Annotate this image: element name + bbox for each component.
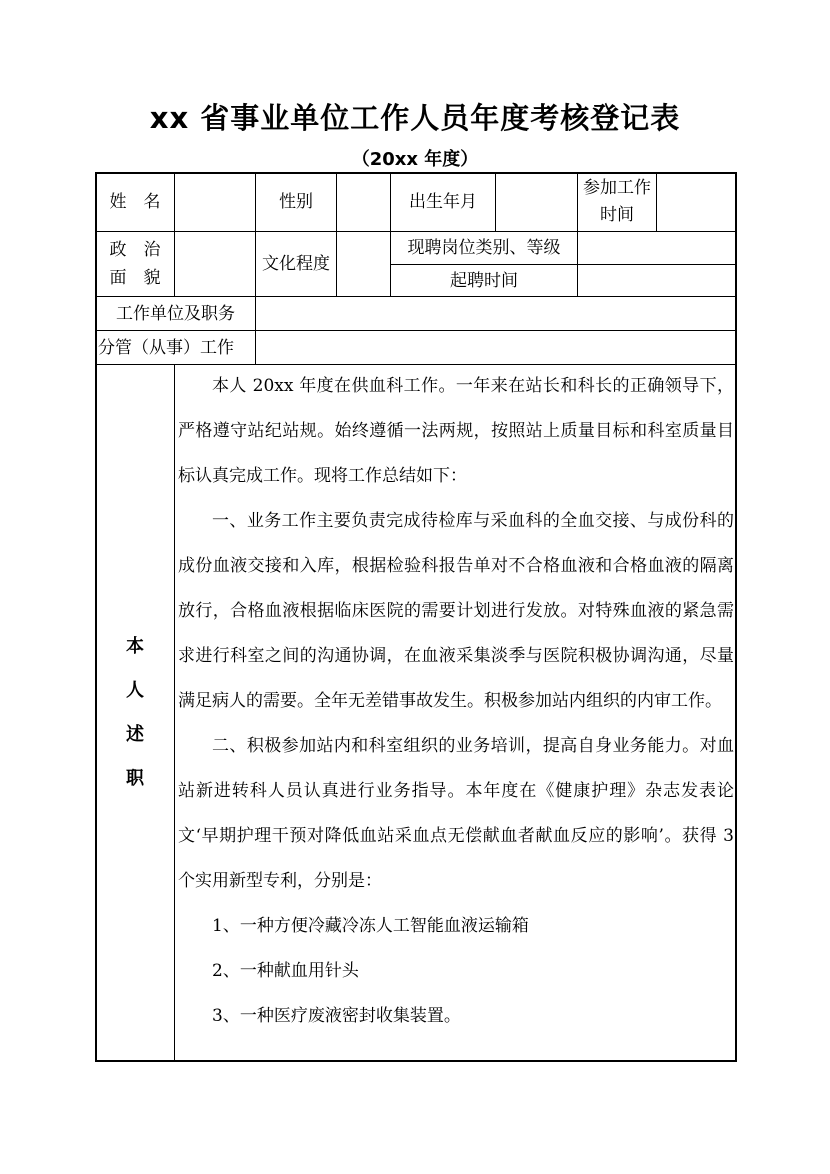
col-divider: [577, 172, 578, 231]
birth-date-label: 出生年月: [409, 192, 477, 212]
statement-label-char: 述: [126, 724, 144, 745]
gender-label: 性别: [279, 192, 313, 212]
position-type-label: 现聘岗位类别、等级: [407, 238, 561, 258]
statement-paragraph: 一、业务工作主要负责完成待检库与采血科的全血交接、与成份科的成份血液交接和入库，根据检验科报告单对不合格血液和合格血液的隔离放行，合格血液根据临床医院的需要计划进行发放。对特殊血液的紧急需求进行科室之间的沟通协调，在血液采集淡季与医院积极协调沟通，尽量满足病人的需要。全年无差错事故发生。积极参加站内组织的内审工作。: [178, 511, 734, 711]
col-divider: [174, 364, 175, 1062]
unit-position-label: 工作单位及职务: [116, 303, 235, 324]
duty-label: 分管（从事）工作: [98, 337, 234, 358]
page-title: xx 省事业单位工作人员年度考核登记表: [149, 101, 681, 135]
statement-paragraph: 本人 20xx 年度在供血科工作。一年来在站长和科长的正确领导下，严格遵守站纪站规。始终遵循一法两规，按照站上质量目标和科室质量目标认真完成工作。现将工作总结如下：: [178, 376, 734, 486]
education-label: 文化程度: [262, 254, 330, 274]
hire-time-label: 起聘时间: [450, 270, 518, 291]
statement-label-char: 人: [126, 680, 144, 701]
col-divider: [336, 172, 337, 231]
statement-paragraph: 2、一种献血用针头: [212, 961, 359, 981]
statement-label-char: 职: [126, 768, 144, 789]
col-divider: [656, 172, 657, 231]
col-divider: [336, 231, 337, 296]
statement-paragraph: 二、积极参加站内和科室组织的业务培训，提高自身业务能力。对血站新进转科人员认真进行业务指导。本年度在《健康护理》杂志发表论文‘早期护理干预对降低血站采血点无偿献血者献血反应的影响’。获得 3 个实用新型专利，分别是：: [178, 736, 734, 891]
col-divider: [495, 172, 496, 231]
page-subtitle: （20xx 年度）: [351, 149, 479, 170]
political-status-label-line2: 面 貌: [109, 268, 161, 288]
political-status-label-line1: 政 治: [109, 240, 161, 260]
col-divider: [577, 231, 578, 296]
name-label: 姓 名: [109, 192, 161, 212]
col-divider: [255, 296, 256, 364]
statement-label-char: 本: [126, 636, 144, 657]
statement-body: [178, 364, 734, 1039]
statement-paragraph: 1、一种方便冷藏冷冻人工智能血液运输箱: [212, 916, 529, 936]
col-divider: [174, 231, 175, 296]
work-start-label: 参加工作时间: [583, 178, 651, 225]
political-status-label: [96, 232, 174, 296]
self-statement-label: [96, 365, 174, 1061]
statement-paragraph: 3、一种医疗废液密封收集装置。: [212, 1006, 461, 1026]
col-divider: [174, 172, 175, 231]
